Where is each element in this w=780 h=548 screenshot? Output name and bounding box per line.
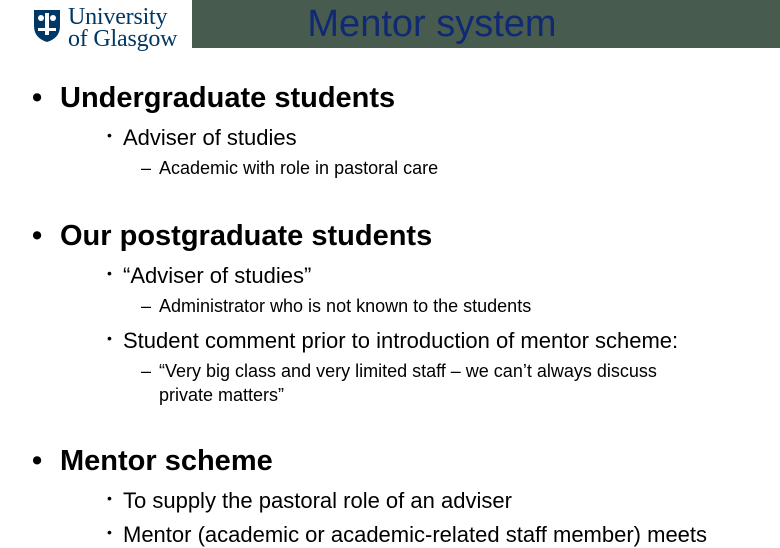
bullet-text: Our postgraduate students (60, 220, 433, 252)
bullet-icon: • (32, 445, 43, 477)
dash-icon: – (141, 361, 152, 381)
bullet-level3 (141, 156, 439, 180)
bullet-level2 (107, 263, 312, 289)
bullet-text: “Very big class and very limited staff – we can’t always discuss (159, 361, 657, 381)
slide-header (0, 0, 780, 52)
bullet-icon: • (32, 220, 43, 252)
bullet-level2 (107, 488, 512, 514)
bullet-level1 (32, 445, 273, 478)
bullet-icon: • (107, 490, 112, 506)
bullet-level2 (107, 328, 679, 354)
bullet-level1 (32, 82, 396, 115)
bullet-level3-continuation (159, 383, 284, 407)
bullet-level1 (32, 220, 433, 253)
bullet-text: Adviser of studies (123, 125, 297, 150)
university-logo (32, 6, 182, 52)
bullet-text: Undergraduate students (60, 82, 396, 114)
bullet-level2 (107, 125, 297, 151)
bullet-text: “Adviser of studies” (123, 263, 312, 288)
bullet-text: To supply the pastoral role of an adviser (123, 488, 512, 513)
crest-icon (32, 8, 62, 44)
dash-icon: – (141, 158, 152, 178)
bullet-text: private matters” (159, 385, 285, 405)
bullet-level2 (107, 522, 708, 548)
logo-line-university: University (68, 4, 168, 30)
bullet-text: Academic with role in pastoral care (159, 158, 439, 178)
bullet-level3 (141, 294, 532, 318)
bullet-icon: • (107, 524, 112, 540)
dash-icon: – (141, 296, 152, 316)
bullet-icon: • (107, 127, 112, 143)
slide-title: Mentor system (307, 3, 557, 45)
logo-line-of-glasgow: of Glasgow (68, 26, 178, 52)
bullet-text: Mentor scheme (60, 445, 273, 477)
bullet-icon: • (107, 265, 112, 281)
bullet-icon: • (32, 82, 43, 114)
bullet-text: Student comment prior to introduction of mentor scheme: (123, 328, 679, 353)
bullet-text: Administrator who is not known to the students (159, 296, 532, 316)
bullet-text: Mentor (academic or academic-related staff member) meets (123, 522, 708, 547)
bullet-level3 (141, 359, 657, 383)
bullet-icon: • (107, 330, 112, 346)
